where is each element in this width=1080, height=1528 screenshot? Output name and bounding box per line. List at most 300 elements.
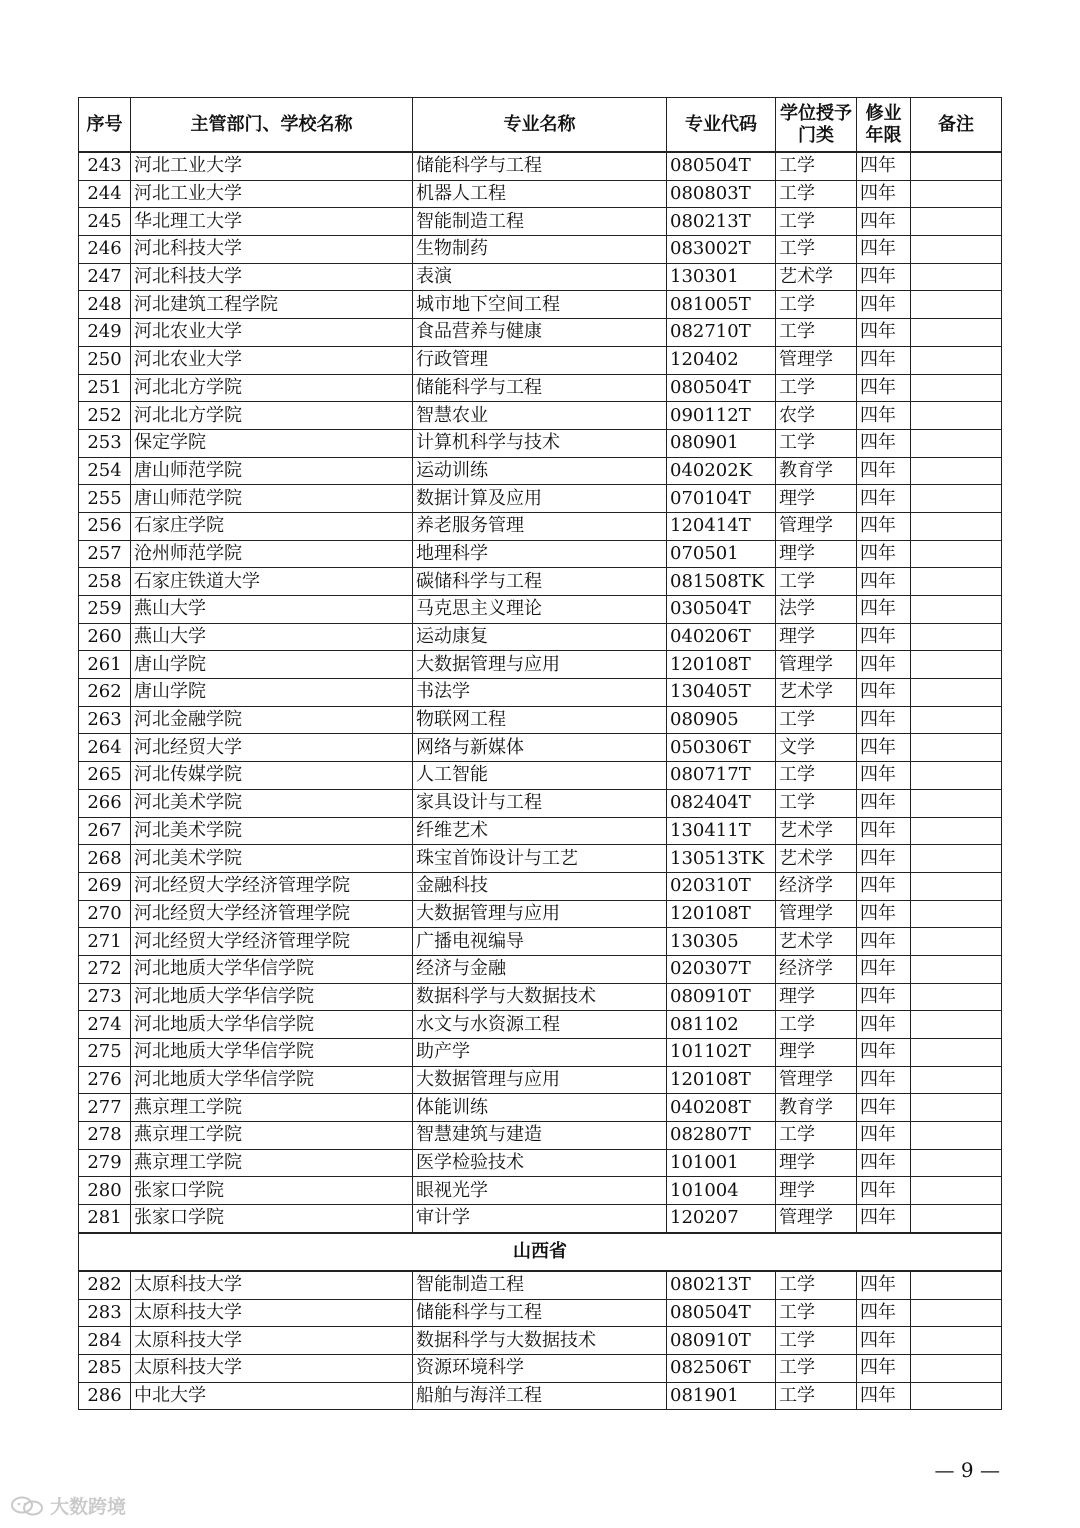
cell-degree: 艺术学 [776, 928, 857, 956]
cell-seq: 250 [79, 346, 131, 374]
wechat-bubble-icon [10, 1496, 44, 1516]
cell-major: 眼视光学 [413, 1177, 667, 1205]
cell-major: 碳储科学与工程 [413, 568, 667, 596]
cell-seq: 248 [79, 291, 131, 319]
cell-remark [911, 346, 1002, 374]
table-row [79, 789, 1002, 817]
cell-code: 020307T [667, 955, 776, 983]
cell-school: 太原科技大学 [131, 1271, 413, 1299]
cell-code: 080905 [667, 706, 776, 734]
cell-degree: 工学 [776, 319, 857, 347]
cell-duration: 四年 [857, 402, 911, 430]
cell-code: 090112T [667, 402, 776, 430]
cell-degree: 工学 [776, 208, 857, 236]
cell-major: 数据科学与大数据技术 [413, 983, 667, 1011]
cell-duration: 四年 [857, 762, 911, 790]
cell-major: 运动康复 [413, 623, 667, 651]
cell-school: 河北美术学院 [131, 789, 413, 817]
cell-degree: 理学 [776, 540, 857, 568]
cell-remark [911, 1039, 1002, 1067]
cell-remark [911, 1149, 1002, 1177]
cell-school: 河北地质大学华信学院 [131, 955, 413, 983]
table-row [79, 1122, 1002, 1150]
cell-code: 081508TK [667, 568, 776, 596]
header-remark: 备注 [911, 98, 1002, 153]
table-row [79, 679, 1002, 707]
cell-duration: 四年 [857, 457, 911, 485]
cell-major: 城市地下空间工程 [413, 291, 667, 319]
cell-code: 040206T [667, 623, 776, 651]
cell-seq: 244 [79, 180, 131, 208]
cell-duration: 四年 [857, 263, 911, 291]
cell-duration: 四年 [857, 1354, 911, 1382]
table-row [79, 236, 1002, 264]
cell-code: 030504T [667, 596, 776, 624]
cell-school: 河北北方学院 [131, 402, 413, 430]
cell-school: 河北美术学院 [131, 845, 413, 873]
cell-code: 120402 [667, 346, 776, 374]
cell-remark [911, 457, 1002, 485]
cell-major: 机器人工程 [413, 180, 667, 208]
table-row [79, 623, 1002, 651]
cell-remark [911, 900, 1002, 928]
cell-remark [911, 402, 1002, 430]
table-row [79, 1271, 1002, 1299]
cell-code: 120108T [667, 1066, 776, 1094]
cell-degree: 经济学 [776, 955, 857, 983]
cell-major: 物联网工程 [413, 706, 667, 734]
cell-seq: 262 [79, 679, 131, 707]
header-duration: 修业年限 [857, 98, 911, 153]
cell-duration: 四年 [857, 651, 911, 679]
cell-degree: 教育学 [776, 1094, 857, 1122]
cell-school: 燕京理工学院 [131, 1094, 413, 1122]
cell-major: 马克思主义理论 [413, 596, 667, 624]
table-row [79, 1039, 1002, 1067]
table-row [79, 291, 1002, 319]
cell-duration: 四年 [857, 845, 911, 873]
table-row [79, 955, 1002, 983]
cell-seq: 269 [79, 872, 131, 900]
cell-major: 地理科学 [413, 540, 667, 568]
cell-duration: 四年 [857, 900, 911, 928]
cell-school: 河北工业大学 [131, 152, 413, 180]
cell-major: 生物制药 [413, 236, 667, 264]
cell-code: 080910T [667, 1327, 776, 1355]
cell-code: 120414T [667, 512, 776, 540]
cell-school: 河北传媒学院 [131, 762, 413, 790]
table-row [79, 568, 1002, 596]
cell-major: 运动训练 [413, 457, 667, 485]
cell-duration: 四年 [857, 1271, 911, 1299]
cell-duration: 四年 [857, 180, 911, 208]
cell-school: 太原科技大学 [131, 1299, 413, 1327]
cell-school: 河北农业大学 [131, 319, 413, 347]
cell-major: 表演 [413, 263, 667, 291]
cell-remark [911, 596, 1002, 624]
cell-school: 河北经贸大学经济管理学院 [131, 900, 413, 928]
cell-school: 唐山学院 [131, 679, 413, 707]
cell-duration: 四年 [857, 512, 911, 540]
header-degree: 学位授予门类 [776, 98, 857, 153]
cell-remark [911, 872, 1002, 900]
table-body-shanxi [79, 1271, 1002, 1410]
cell-major: 储能科学与工程 [413, 1299, 667, 1327]
cell-degree: 工学 [776, 1327, 857, 1355]
cell-degree: 管理学 [776, 1066, 857, 1094]
cell-seq: 255 [79, 485, 131, 513]
cell-school: 中北大学 [131, 1382, 413, 1410]
cell-degree: 法学 [776, 596, 857, 624]
cell-school: 河北经贸大学经济管理学院 [131, 872, 413, 900]
cell-remark [911, 1122, 1002, 1150]
cell-remark [911, 374, 1002, 402]
cell-degree: 理学 [776, 485, 857, 513]
cell-degree: 工学 [776, 1299, 857, 1327]
cell-code: 080504T [667, 152, 776, 180]
cell-duration: 四年 [857, 706, 911, 734]
cell-remark [911, 845, 1002, 873]
cell-code: 120108T [667, 651, 776, 679]
cell-code: 081102 [667, 1011, 776, 1039]
cell-school: 河北地质大学华信学院 [131, 1039, 413, 1067]
cell-major: 书法学 [413, 679, 667, 707]
cell-remark [911, 817, 1002, 845]
cell-duration: 四年 [857, 1299, 911, 1327]
cell-major: 养老服务管理 [413, 512, 667, 540]
table-row [79, 485, 1002, 513]
cell-major: 家具设计与工程 [413, 789, 667, 817]
cell-code: 120108T [667, 900, 776, 928]
cell-remark [911, 1011, 1002, 1039]
cell-duration: 四年 [857, 955, 911, 983]
cell-duration: 四年 [857, 374, 911, 402]
cell-seq: 258 [79, 568, 131, 596]
cell-duration: 四年 [857, 1011, 911, 1039]
major-list-table [78, 97, 1002, 1410]
table-row [79, 1327, 1002, 1355]
cell-remark [911, 152, 1002, 180]
cell-remark [911, 1354, 1002, 1382]
cell-major: 智慧农业 [413, 402, 667, 430]
cell-seq: 277 [79, 1094, 131, 1122]
cell-seq: 256 [79, 512, 131, 540]
cell-seq: 257 [79, 540, 131, 568]
cell-seq: 280 [79, 1177, 131, 1205]
table-row [79, 817, 1002, 845]
cell-degree: 管理学 [776, 512, 857, 540]
cell-seq: 254 [79, 457, 131, 485]
cell-code: 050306T [667, 734, 776, 762]
cell-remark [911, 983, 1002, 1011]
cell-degree: 教育学 [776, 457, 857, 485]
cell-code: 080504T [667, 1299, 776, 1327]
cell-remark [911, 263, 1002, 291]
cell-seq: 259 [79, 596, 131, 624]
cell-degree: 理学 [776, 1149, 857, 1177]
table-row [79, 983, 1002, 1011]
cell-major: 医学检验技术 [413, 1149, 667, 1177]
cell-school: 河北美术学院 [131, 817, 413, 845]
cell-code: 080901 [667, 429, 776, 457]
cell-seq: 263 [79, 706, 131, 734]
cell-code: 081005T [667, 291, 776, 319]
cell-duration: 四年 [857, 1149, 911, 1177]
cell-degree: 工学 [776, 236, 857, 264]
table-row [79, 457, 1002, 485]
cell-major: 智慧建筑与建造 [413, 1122, 667, 1150]
cell-seq: 253 [79, 429, 131, 457]
cell-major: 大数据管理与应用 [413, 651, 667, 679]
table-row [79, 402, 1002, 430]
cell-seq: 251 [79, 374, 131, 402]
cell-major: 纤维艺术 [413, 817, 667, 845]
cell-duration: 四年 [857, 817, 911, 845]
table-row [79, 180, 1002, 208]
province-label: 山西省 [79, 1233, 1002, 1271]
cell-seq: 285 [79, 1354, 131, 1382]
cell-duration: 四年 [857, 568, 911, 596]
cell-school: 河北科技大学 [131, 263, 413, 291]
cell-major: 食品营养与健康 [413, 319, 667, 347]
cell-degree: 艺术学 [776, 845, 857, 873]
cell-major: 广播电视编导 [413, 928, 667, 956]
cell-duration: 四年 [857, 1177, 911, 1205]
cell-remark [911, 568, 1002, 596]
cell-remark [911, 1094, 1002, 1122]
cell-seq: 274 [79, 1011, 131, 1039]
cell-code: 080717T [667, 762, 776, 790]
cell-seq: 270 [79, 900, 131, 928]
table-row [79, 319, 1002, 347]
table-row [79, 1354, 1002, 1382]
table-row [79, 1011, 1002, 1039]
cell-major: 经济与金融 [413, 955, 667, 983]
cell-duration: 四年 [857, 236, 911, 264]
cell-school: 唐山师范学院 [131, 485, 413, 513]
cell-seq: 281 [79, 1205, 131, 1233]
cell-seq: 265 [79, 762, 131, 790]
cell-seq: 246 [79, 236, 131, 264]
cell-school: 张家口学院 [131, 1205, 413, 1233]
cell-remark [911, 236, 1002, 264]
table-body-hebei [79, 152, 1002, 1233]
cell-seq: 247 [79, 263, 131, 291]
table-row [79, 208, 1002, 236]
cell-school: 河北地质大学华信学院 [131, 1011, 413, 1039]
cell-degree: 工学 [776, 1122, 857, 1150]
cell-remark [911, 1271, 1002, 1299]
cell-seq: 264 [79, 734, 131, 762]
cell-degree: 管理学 [776, 1205, 857, 1233]
cell-code: 020310T [667, 872, 776, 900]
cell-remark [911, 734, 1002, 762]
cell-degree: 工学 [776, 762, 857, 790]
cell-school: 张家口学院 [131, 1177, 413, 1205]
table-row [79, 540, 1002, 568]
table-row [79, 900, 1002, 928]
cell-seq: 275 [79, 1039, 131, 1067]
cell-degree: 工学 [776, 1011, 857, 1039]
cell-degree: 理学 [776, 623, 857, 651]
cell-code: 083002T [667, 236, 776, 264]
cell-major: 储能科学与工程 [413, 374, 667, 402]
cell-major: 体能训练 [413, 1094, 667, 1122]
cell-degree: 文学 [776, 734, 857, 762]
table-row [79, 512, 1002, 540]
table-row [79, 596, 1002, 624]
cell-duration: 四年 [857, 623, 911, 651]
cell-school: 石家庄铁道大学 [131, 568, 413, 596]
cell-seq: 245 [79, 208, 131, 236]
province-row [79, 1233, 1002, 1271]
cell-duration: 四年 [857, 1094, 911, 1122]
table-row [79, 1149, 1002, 1177]
cell-degree: 工学 [776, 706, 857, 734]
cell-remark [911, 180, 1002, 208]
cell-major: 大数据管理与应用 [413, 1066, 667, 1094]
cell-duration: 四年 [857, 734, 911, 762]
cell-school: 石家庄学院 [131, 512, 413, 540]
table-row [79, 374, 1002, 402]
cell-remark [911, 623, 1002, 651]
header-seq: 序号 [79, 98, 131, 153]
cell-degree: 艺术学 [776, 263, 857, 291]
cell-remark [911, 512, 1002, 540]
cell-seq: 261 [79, 651, 131, 679]
cell-school: 燕山大学 [131, 596, 413, 624]
cell-duration: 四年 [857, 1205, 911, 1233]
cell-remark [911, 1327, 1002, 1355]
cell-remark [911, 319, 1002, 347]
cell-school: 华北理工大学 [131, 208, 413, 236]
cell-seq: 260 [79, 623, 131, 651]
cell-school: 燕京理工学院 [131, 1122, 413, 1150]
cell-degree: 工学 [776, 152, 857, 180]
cell-degree: 工学 [776, 291, 857, 319]
cell-degree: 工学 [776, 429, 857, 457]
cell-code: 130513TK [667, 845, 776, 873]
cell-code: 080803T [667, 180, 776, 208]
cell-major: 助产学 [413, 1039, 667, 1067]
cell-major: 金融科技 [413, 872, 667, 900]
table-row [79, 1066, 1002, 1094]
cell-school: 河北经贸大学 [131, 734, 413, 762]
cell-duration: 四年 [857, 152, 911, 180]
cell-duration: 四年 [857, 596, 911, 624]
cell-school: 河北地质大学华信学院 [131, 1066, 413, 1094]
cell-major: 行政管理 [413, 346, 667, 374]
cell-school: 唐山师范学院 [131, 457, 413, 485]
watermark-text: 大数跨境 [50, 1496, 127, 1518]
cell-degree: 管理学 [776, 651, 857, 679]
cell-remark [911, 706, 1002, 734]
cell-major: 大数据管理与应用 [413, 900, 667, 928]
table-row [79, 734, 1002, 762]
table-row [79, 1177, 1002, 1205]
table-row [79, 706, 1002, 734]
cell-school: 河北北方学院 [131, 374, 413, 402]
cell-seq: 283 [79, 1299, 131, 1327]
cell-school: 沧州师范学院 [131, 540, 413, 568]
cell-duration: 四年 [857, 1382, 911, 1410]
table-row [79, 928, 1002, 956]
cell-duration: 四年 [857, 1122, 911, 1150]
cell-remark [911, 651, 1002, 679]
cell-degree: 经济学 [776, 872, 857, 900]
cell-seq: 278 [79, 1122, 131, 1150]
cell-remark [911, 955, 1002, 983]
cell-school: 太原科技大学 [131, 1327, 413, 1355]
cell-school: 河北科技大学 [131, 236, 413, 264]
cell-seq: 268 [79, 845, 131, 873]
cell-school: 唐山学院 [131, 651, 413, 679]
cell-remark [911, 208, 1002, 236]
cell-seq: 271 [79, 928, 131, 956]
cell-code: 070104T [667, 485, 776, 513]
cell-duration: 四年 [857, 1327, 911, 1355]
cell-code: 081901 [667, 1382, 776, 1410]
header-school: 主管部门、学校名称 [131, 98, 413, 153]
cell-school: 保定学院 [131, 429, 413, 457]
table-row [79, 1382, 1002, 1410]
cell-seq: 266 [79, 789, 131, 817]
cell-code: 130301 [667, 263, 776, 291]
cell-seq: 284 [79, 1327, 131, 1355]
cell-school: 河北农业大学 [131, 346, 413, 374]
table-row [79, 1205, 1002, 1233]
cell-remark [911, 789, 1002, 817]
table-row [79, 346, 1002, 374]
cell-code: 080213T [667, 1271, 776, 1299]
cell-duration: 四年 [857, 208, 911, 236]
cell-degree: 艺术学 [776, 817, 857, 845]
cell-code: 040202K [667, 457, 776, 485]
cell-seq: 249 [79, 319, 131, 347]
table-row [79, 263, 1002, 291]
cell-duration: 四年 [857, 1066, 911, 1094]
table-header-row [79, 98, 1002, 153]
cell-code: 101001 [667, 1149, 776, 1177]
cell-seq: 267 [79, 817, 131, 845]
cell-duration: 四年 [857, 872, 911, 900]
cell-major: 船舶与海洋工程 [413, 1382, 667, 1410]
cell-degree: 工学 [776, 789, 857, 817]
table-row [79, 845, 1002, 873]
cell-code: 101004 [667, 1177, 776, 1205]
cell-degree: 理学 [776, 1039, 857, 1067]
cell-remark [911, 679, 1002, 707]
cell-school: 河北建筑工程学院 [131, 291, 413, 319]
cell-degree: 艺术学 [776, 679, 857, 707]
cell-seq: 272 [79, 955, 131, 983]
cell-seq: 252 [79, 402, 131, 430]
cell-degree: 工学 [776, 374, 857, 402]
table-row [79, 152, 1002, 180]
cell-major: 计算机科学与技术 [413, 429, 667, 457]
cell-major: 智能制造工程 [413, 1271, 667, 1299]
cell-degree: 农学 [776, 402, 857, 430]
cell-code: 130411T [667, 817, 776, 845]
cell-major: 水文与水资源工程 [413, 1011, 667, 1039]
cell-seq: 282 [79, 1271, 131, 1299]
cell-code: 130405T [667, 679, 776, 707]
cell-major: 智能制造工程 [413, 208, 667, 236]
cell-duration: 四年 [857, 789, 911, 817]
cell-code: 070501 [667, 540, 776, 568]
cell-seq: 276 [79, 1066, 131, 1094]
cell-code: 082710T [667, 319, 776, 347]
